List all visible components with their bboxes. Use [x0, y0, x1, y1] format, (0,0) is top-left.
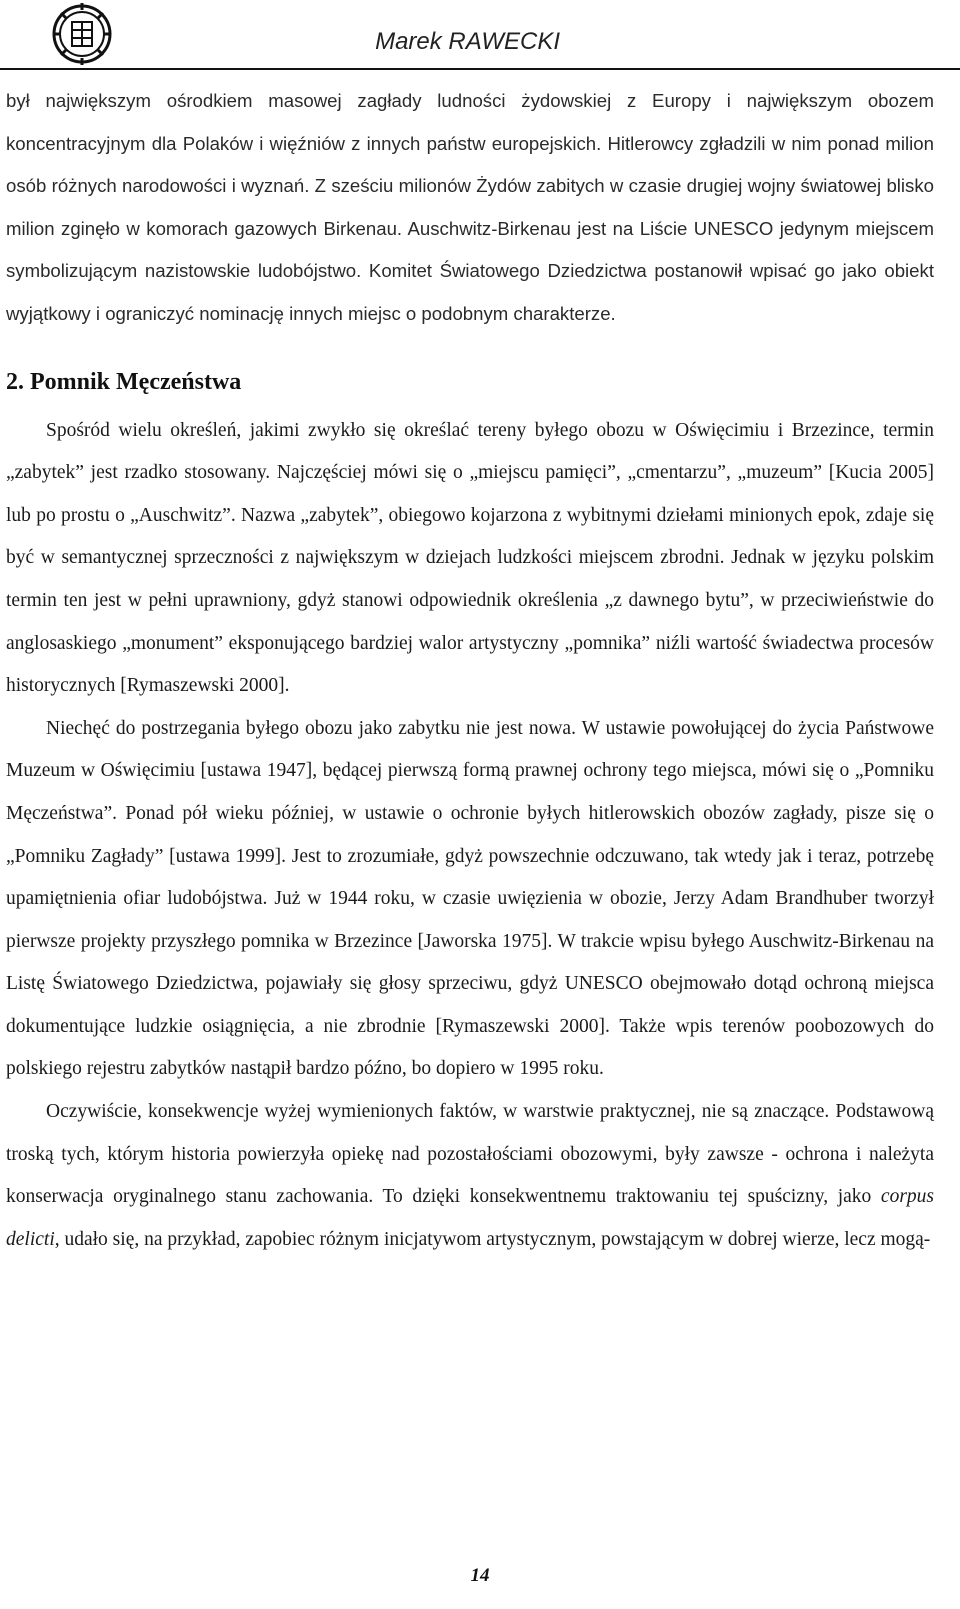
page-number: 14	[470, 1565, 490, 1586]
p3-text-after: , udało się, na przykład, zapobiec różnym inicjatywom artystycznym, powstającym w dobrej wierze, lecz mogą-	[54, 1228, 931, 1250]
section-heading: 2. Pomnik Męczeństwa	[6, 368, 242, 395]
intro-paragraph	[6, 80, 934, 336]
running-header-author: Marek RAWECKI	[375, 28, 560, 55]
latin-term: corpus delicti	[6, 1186, 935, 1250]
intro-text-b: Auschwitz-Birkenau jest na Liście UNESCO jedynym miejscem symbolizującym nazistowskie ludobójstwo. Komitet Światowego Dziedzictwa postanowił wpisać go jako obiekt wyjątkowy i ograniczyć nominację innych miejsc o podobnym charakterze.	[6, 217, 934, 324]
p3-text-before: Oczywiście, konsekwencje wyżej wymienionych faktów, w warstwie praktycznej, nie są znaczące. Podstawową troską tych, którym historia powierzyła opiekę nad pozostałościami obozowymi, były zawsze - ochrona i należyta konserwacja oryginalnego stanu zachowania. To dzięki konsekwentnemu traktowaniu tej spuścizny, jako	[6, 1101, 934, 1208]
intro-text-a: był największym ośrodkiem masowej zagłady ludności żydowskiej z Europy i największym obozem koncentracyjnym dla Polaków i więźniów z innych państw europejskich. Hitlerowcy zgładzili w nim ponad milion osób różnych narodowości i wyznań. Z sześciu milionów Żydów zabitych w czasie drugiej wojny światowej blisko milion zginęło w komorach gazowych Birkenau.	[6, 90, 934, 239]
page-header	[0, 0, 960, 74]
page-body	[6, 80, 934, 1261]
section-paragraph-3	[6, 1091, 934, 1261]
university-crest-icon	[52, 2, 112, 66]
section-paragraph-1: Spośród wielu określeń, jakimi zwykło się określać tereny byłego obozu w Oświęcimiu i Brzezince, termin „zabytek” jest rzadko stosowany. Najczęściej mówi się o „miejscu pamięci”, „cmentarzu”, „muzeum” [Kucia 2005] lub po prostu o „Auschwitz”. Nazwa „zabytek”, obiegowo kojarzona z wybitnymi dziełami minionych epok, zdaje się być w semantycznej sprzeczności z największym w dziejach ludzkości miejscem zbrodni. Jednak w języku polskim termin ten jest w pełni uprawniony, gdyż stanowi odpowiednik określenia „z dawnego bytu”, w przeciwieństwie do anglosaskiego „monument” eksponującego bardziej walor artystyczny „pomnika” niźli wartość świadectwa procesów historycznych [Rymaszewski 2000].	[6, 419, 934, 697]
header-rule	[0, 68, 960, 70]
section-paragraph-2: Niechęć do postrzegania byłego obozu jako zabytku nie jest nowa. W ustawie powołującej do życia Państwowe Muzeum w Oświęcimiu [ustawa 1947], będącej pierwszą formą prawnej ochrony tego miejsca, mówi się o „Pomniku Męczeństwa”. Ponad pół wieku później, w ustawie o ochronie byłych hitlerowskich obozów zagłady, pisze się o „Pomniku Zagłady” [ustawa 1999]. Jest to zrozumiałe, gdyż powszechnie odczuwano, tak wtedy jak i teraz, potrzebę upamiętnienia ofiar ludobójstwa. Już w 1944 roku, w czasie uwięzienia w obozie, Jerzy Adam Brandhuber tworzył pierwsze projekty przyszłego pomnika w Brzezince [Jaworska 1975]. W trakcie wpisu byłego Auschwitz-Birkenau na Listę Światowego Dziedzictwa, pojawiały się głosy sprzeciwu, gdyż UNESCO obejmowało dotąd ochroną miejsca dokumentujące ludzkie osiągnięcia, a nie zbrodnie [Rymaszewski 2000]. Także wpis terenów poobozowych do polskiego rejestru zabytków nastąpił bardzo późno, bo dopiero w 1995 roku.	[6, 717, 934, 1080]
